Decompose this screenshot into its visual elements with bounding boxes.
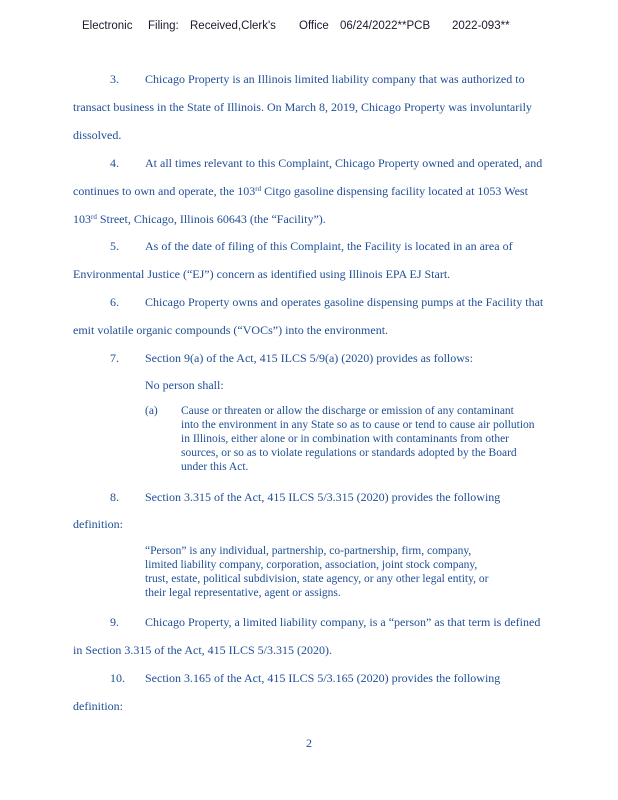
paragraph-3-line-1: Chicago Property is an Illinois limited liability company that was authorized to	[145, 72, 525, 86]
paragraph-9-line-2: in Section 3.315 of the Act, 415 ILCS 5/3.315 (2020).	[73, 643, 332, 657]
paragraph-6-line-2: emit volatile organic compounds (“VOCs”) into the environment.	[73, 323, 389, 337]
paragraph-number: 10.	[110, 671, 125, 685]
quote-a-line: under this Act.	[181, 461, 249, 473]
paragraph-10-line-2: definition:	[73, 699, 123, 713]
paragraph-4-line-3: 103rd Street, Chicago, Illinois 60643 (the “Facility”).	[73, 212, 326, 226]
quote-a-line: Cause or threaten or allow the discharge or emission of any contaminant	[181, 405, 514, 417]
quote-person-line: trust, estate, political subdivision, state agency, or any other legal entity, or	[145, 573, 489, 585]
paragraph-number: 3.	[110, 72, 119, 86]
paragraph-number: 6.	[110, 295, 119, 309]
quote-a-label: (a)	[145, 405, 158, 417]
paragraph-number: 5.	[110, 239, 119, 253]
paragraph-5-line-1: As of the date of filing of this Complaint, the Facility is located in an area of	[145, 239, 513, 253]
quote-person-line: limited liability company, corporation, association, joint stock company,	[145, 559, 478, 571]
header-case: 2022-093**	[452, 20, 510, 32]
paragraph-3-line-3: dissolved.	[73, 128, 122, 142]
paragraph-6-line-1: Chicago Property owns and operates gasoline dispensing pumps at the Facility that	[145, 295, 544, 309]
header-filing: Filing:	[148, 20, 179, 32]
no-person-shall: No person shall:	[145, 378, 224, 392]
quote-a-line: into the environment in any State so as to cause or tend to cause air pollution	[181, 419, 535, 431]
page-number: 2	[306, 736, 312, 750]
paragraph-number: 8.	[110, 490, 119, 504]
paragraph-number: 7.	[110, 351, 119, 365]
paragraph-5-line-2: Environmental Justice (“EJ”) concern as identified using Illinois EPA EJ Start.	[73, 267, 451, 281]
paragraph-7-line-1: Section 9(a) of the Act, 415 ILCS 5/9(a) (2020) provides as follows:	[145, 351, 473, 365]
paragraph-9-line-1: Chicago Property, a limited liability company, is a “person” as that term is defined	[145, 615, 541, 629]
quote-a-line: in Illinois, either alone or in combination with contaminants from other	[181, 433, 509, 445]
header-electronic: Electronic	[82, 20, 133, 32]
paragraph-number: 4.	[110, 156, 119, 170]
paragraph-4-line-1: At all times relevant to this Complaint, Chicago Property owned and operated, and	[145, 156, 543, 170]
header-date: 06/24/2022**PCB	[340, 20, 431, 32]
paragraph-8-line-2: definition:	[73, 517, 123, 531]
quote-a-line: sources, or so as to violate regulations or standards adopted by the Board	[181, 447, 517, 459]
paragraph-4-line-2: continues to own and operate, the 103rd Citgo gasoline dispensing facility located at 1053 West	[73, 184, 528, 198]
paragraph-number: 9.	[110, 615, 119, 629]
header-office: Office	[299, 20, 329, 32]
quote-person-line: their legal representative, agent or assigns.	[145, 587, 341, 599]
header-received: Received,Clerk's	[190, 20, 276, 32]
paragraph-3-line-2: transact business in the State of Illinois. On March 8, 2019, Chicago Property was involuntarily	[73, 100, 532, 114]
paragraph-8-line-1: Section 3.315 of the Act, 415 ILCS 5/3.315 (2020) provides the following	[145, 490, 501, 504]
quote-person-line: “Person” is any individual, partnership, co-partnership, firm, company,	[145, 545, 472, 557]
paragraph-10-line-1: Section 3.165 of the Act, 415 ILCS 5/3.165 (2020) provides the following	[145, 671, 501, 685]
